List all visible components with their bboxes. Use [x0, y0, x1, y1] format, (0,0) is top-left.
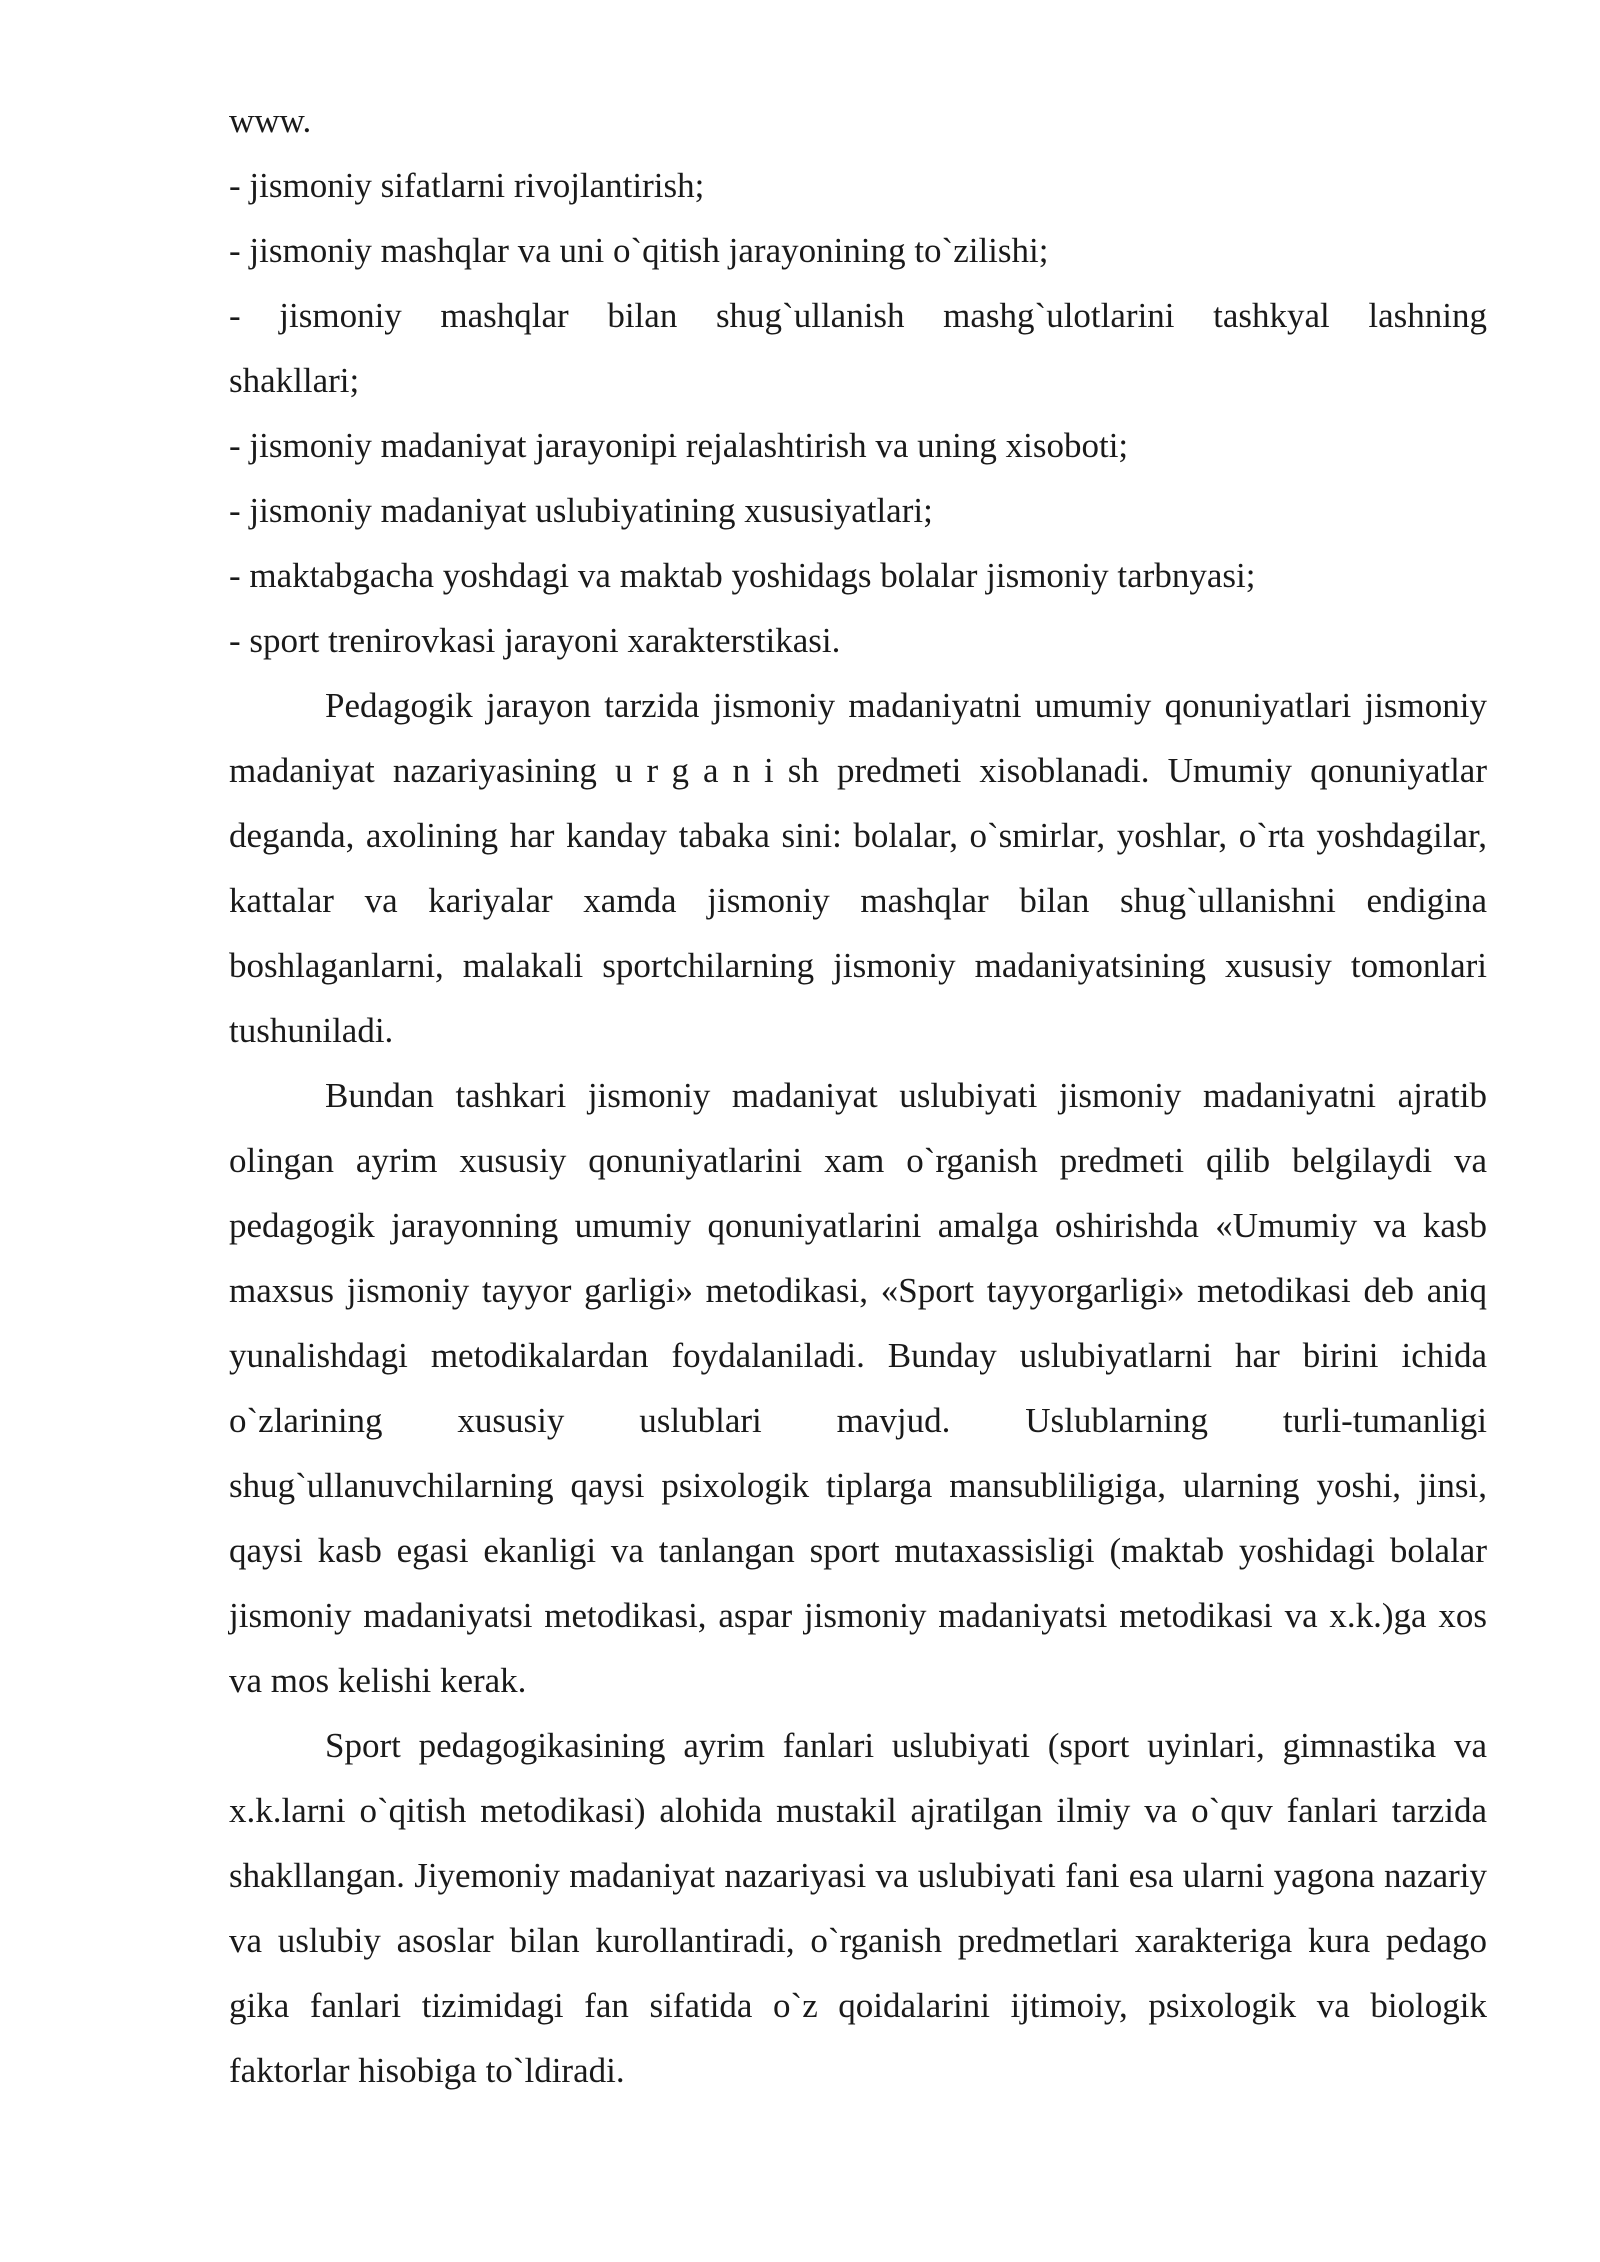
- list-item-continuation: shakllari;: [229, 361, 360, 400]
- paragraph-3: Sport pedagogikasining ayrim fanlari uslubiyati (sport uyinlari, gimnastika va x.k.larni o`qitish metodikasi) alohida mustakil ajratilgan ilmiy va o`quv fanlari tarzida shakllangan. Jiyemoniy madaniyat nazariyasi va uslubiyati fani esa ularni yagona nazariy va uslubiy asoslar bilan kurollantiradi, o`rganish predmetlari xarakteriga kura pedago gika fanlari tizimidagi fan sifatida o`z qoidalarini ijtimoiy, psixologik va biologik faktorlar hisobiga to`ldiradi.: [229, 1726, 1487, 2090]
- header-fragment: www.: [229, 101, 312, 140]
- paragraph-1: [229, 673, 1487, 1063]
- paragraph-1-text-start: Pedagogik jarayon tarzida jismoniy madaniyatni umumiy qonuniyatlari jismoniy madaniyat nazariyasining: [229, 686, 1487, 790]
- spaced-word: urgani: [614, 751, 788, 790]
- list-item: - jismoniy madaniyat uslubiyatining xususiyatlari;: [229, 491, 933, 530]
- paragraph-1-text-end: sh predmeti xisoblanadi. Umumiy qonuniyatlar deganda, axolining har kanday tabaka sini: bolalar, o`smirlar, yoshlar, o`rta yoshdagilar, kattalar va kariyalar xamda jismoniy mashqlar bilan shug`ullanishni endigina boshlaganlarni, malakali sportchilarning jismoniy madaniyatsining xususiy tomonlari tushuniladi.: [229, 751, 1487, 1050]
- list-item: - sport trenirovkasi jarayoni xarakterstikasi.: [229, 621, 841, 660]
- list-item: - jismoniy mashqlar va uni o`qitish jarayonining to`zilishi;: [229, 231, 1049, 270]
- paragraph-2: Bundan tashkari jismoniy madaniyat uslubiyati jismoniy madaniyatni ajratib olingan ayrim xususiy qonuniyatlarini xam o`rganish predmeti qilib belgilaydi va pedagogik jarayonning umumiy qonuniyatlarini amalga oshirishda «Umumiy va kasb maxsus jismoniy tayyor garligi» metodikasi, «Sport tayyorgarligi» metodikasi deb aniq yunalishdagi metodikalardan foydalaniladi. Bunday uslubiyatlarni har birini ichida o`zlarining xususiy uslublari mavjud. Uslublarning turli-tumanligi shug`ullanuvchilarning qaysi psixologik tiplarga mansubliligiga, ularning yoshi, jinsi, qaysi kasb egasi ekanligi va tanlangan sport mutaxassisligi (maktab yoshidagi bolalar jismoniy madaniyatsi metodikasi, aspar jismoniy madaniyatsi metodikasi va x.k.)ga xos va mos kelishi kerak.: [229, 1076, 1487, 1700]
- document-page: [229, 88, 1487, 2103]
- list-item: - maktabgacha yoshdagi va maktab yoshidags bolalar jismoniy tarbnyasi;: [229, 556, 1256, 595]
- list-item: - jismoniy mashqlar bilan shug`ullanish mashg`ulotlarini tashkyal lashning: [229, 296, 1487, 335]
- list-item: - jismoniy madaniyat jarayonipi rejalashtirish va uning xisoboti;: [229, 426, 1129, 465]
- list-item: - jismoniy sifatlarni rivojlantirish;: [229, 166, 705, 205]
